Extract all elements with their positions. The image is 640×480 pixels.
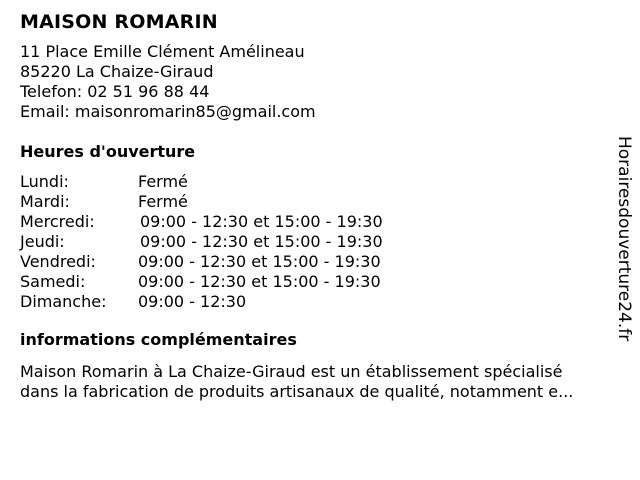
hours-row-tuesday <box>20 192 620 212</box>
day-label: Vendredi: <box>20 252 96 271</box>
info-line: Maison Romarin à La Chaize-Giraud est un établissement spécialisé <box>20 362 563 381</box>
address-city: 85220 La Chaize-Giraud <box>20 62 214 81</box>
phone-number[interactable]: Telefon: 02 51 96 88 44 <box>20 82 210 101</box>
day-label: Jeudi: <box>20 232 65 251</box>
day-label: Mardi: <box>20 192 70 211</box>
info-heading: informations complémentaires <box>20 330 297 349</box>
hours-row-friday <box>20 252 620 272</box>
day-label: Dimanche: <box>20 292 107 311</box>
info-description <box>20 362 620 402</box>
day-label: Lundi: <box>20 172 69 191</box>
hours-heading: Heures d'ouverture <box>20 142 196 161</box>
email-address[interactable]: Email: maisonromarin85@gmail.com <box>20 102 316 121</box>
opening-hours-list <box>20 172 620 312</box>
day-label: Samedi: <box>20 272 86 291</box>
day-hours: Fermé <box>138 172 188 191</box>
day-hours: 09:00 - 12:30 et 15:00 - 19:30 <box>140 212 383 231</box>
hours-row-sunday <box>20 292 620 312</box>
day-label: Mercredi: <box>20 212 95 231</box>
contact-block <box>20 42 620 122</box>
day-hours: Fermé <box>138 192 188 211</box>
hours-row-thursday <box>20 232 620 252</box>
site-watermark: Horairesdouverture24.fr <box>614 136 634 342</box>
info-line: dans la fabrication de produits artisanaux de qualité, notamment e... <box>20 382 574 401</box>
address-street: 11 Place Emille Clément Amélineau <box>20 42 305 61</box>
business-name: MAISON ROMARIN <box>20 11 218 33</box>
hours-row-monday <box>20 172 620 192</box>
day-hours: 09:00 - 12:30 et 15:00 - 19:30 <box>140 232 383 251</box>
day-hours: 09:00 - 12:30 et 15:00 - 19:30 <box>138 252 381 271</box>
hours-row-saturday <box>20 272 620 292</box>
day-hours: 09:00 - 12:30 <box>138 292 247 311</box>
hours-row-wednesday <box>20 212 620 232</box>
business-card <box>20 10 620 402</box>
day-hours: 09:00 - 12:30 et 15:00 - 19:30 <box>138 272 381 291</box>
